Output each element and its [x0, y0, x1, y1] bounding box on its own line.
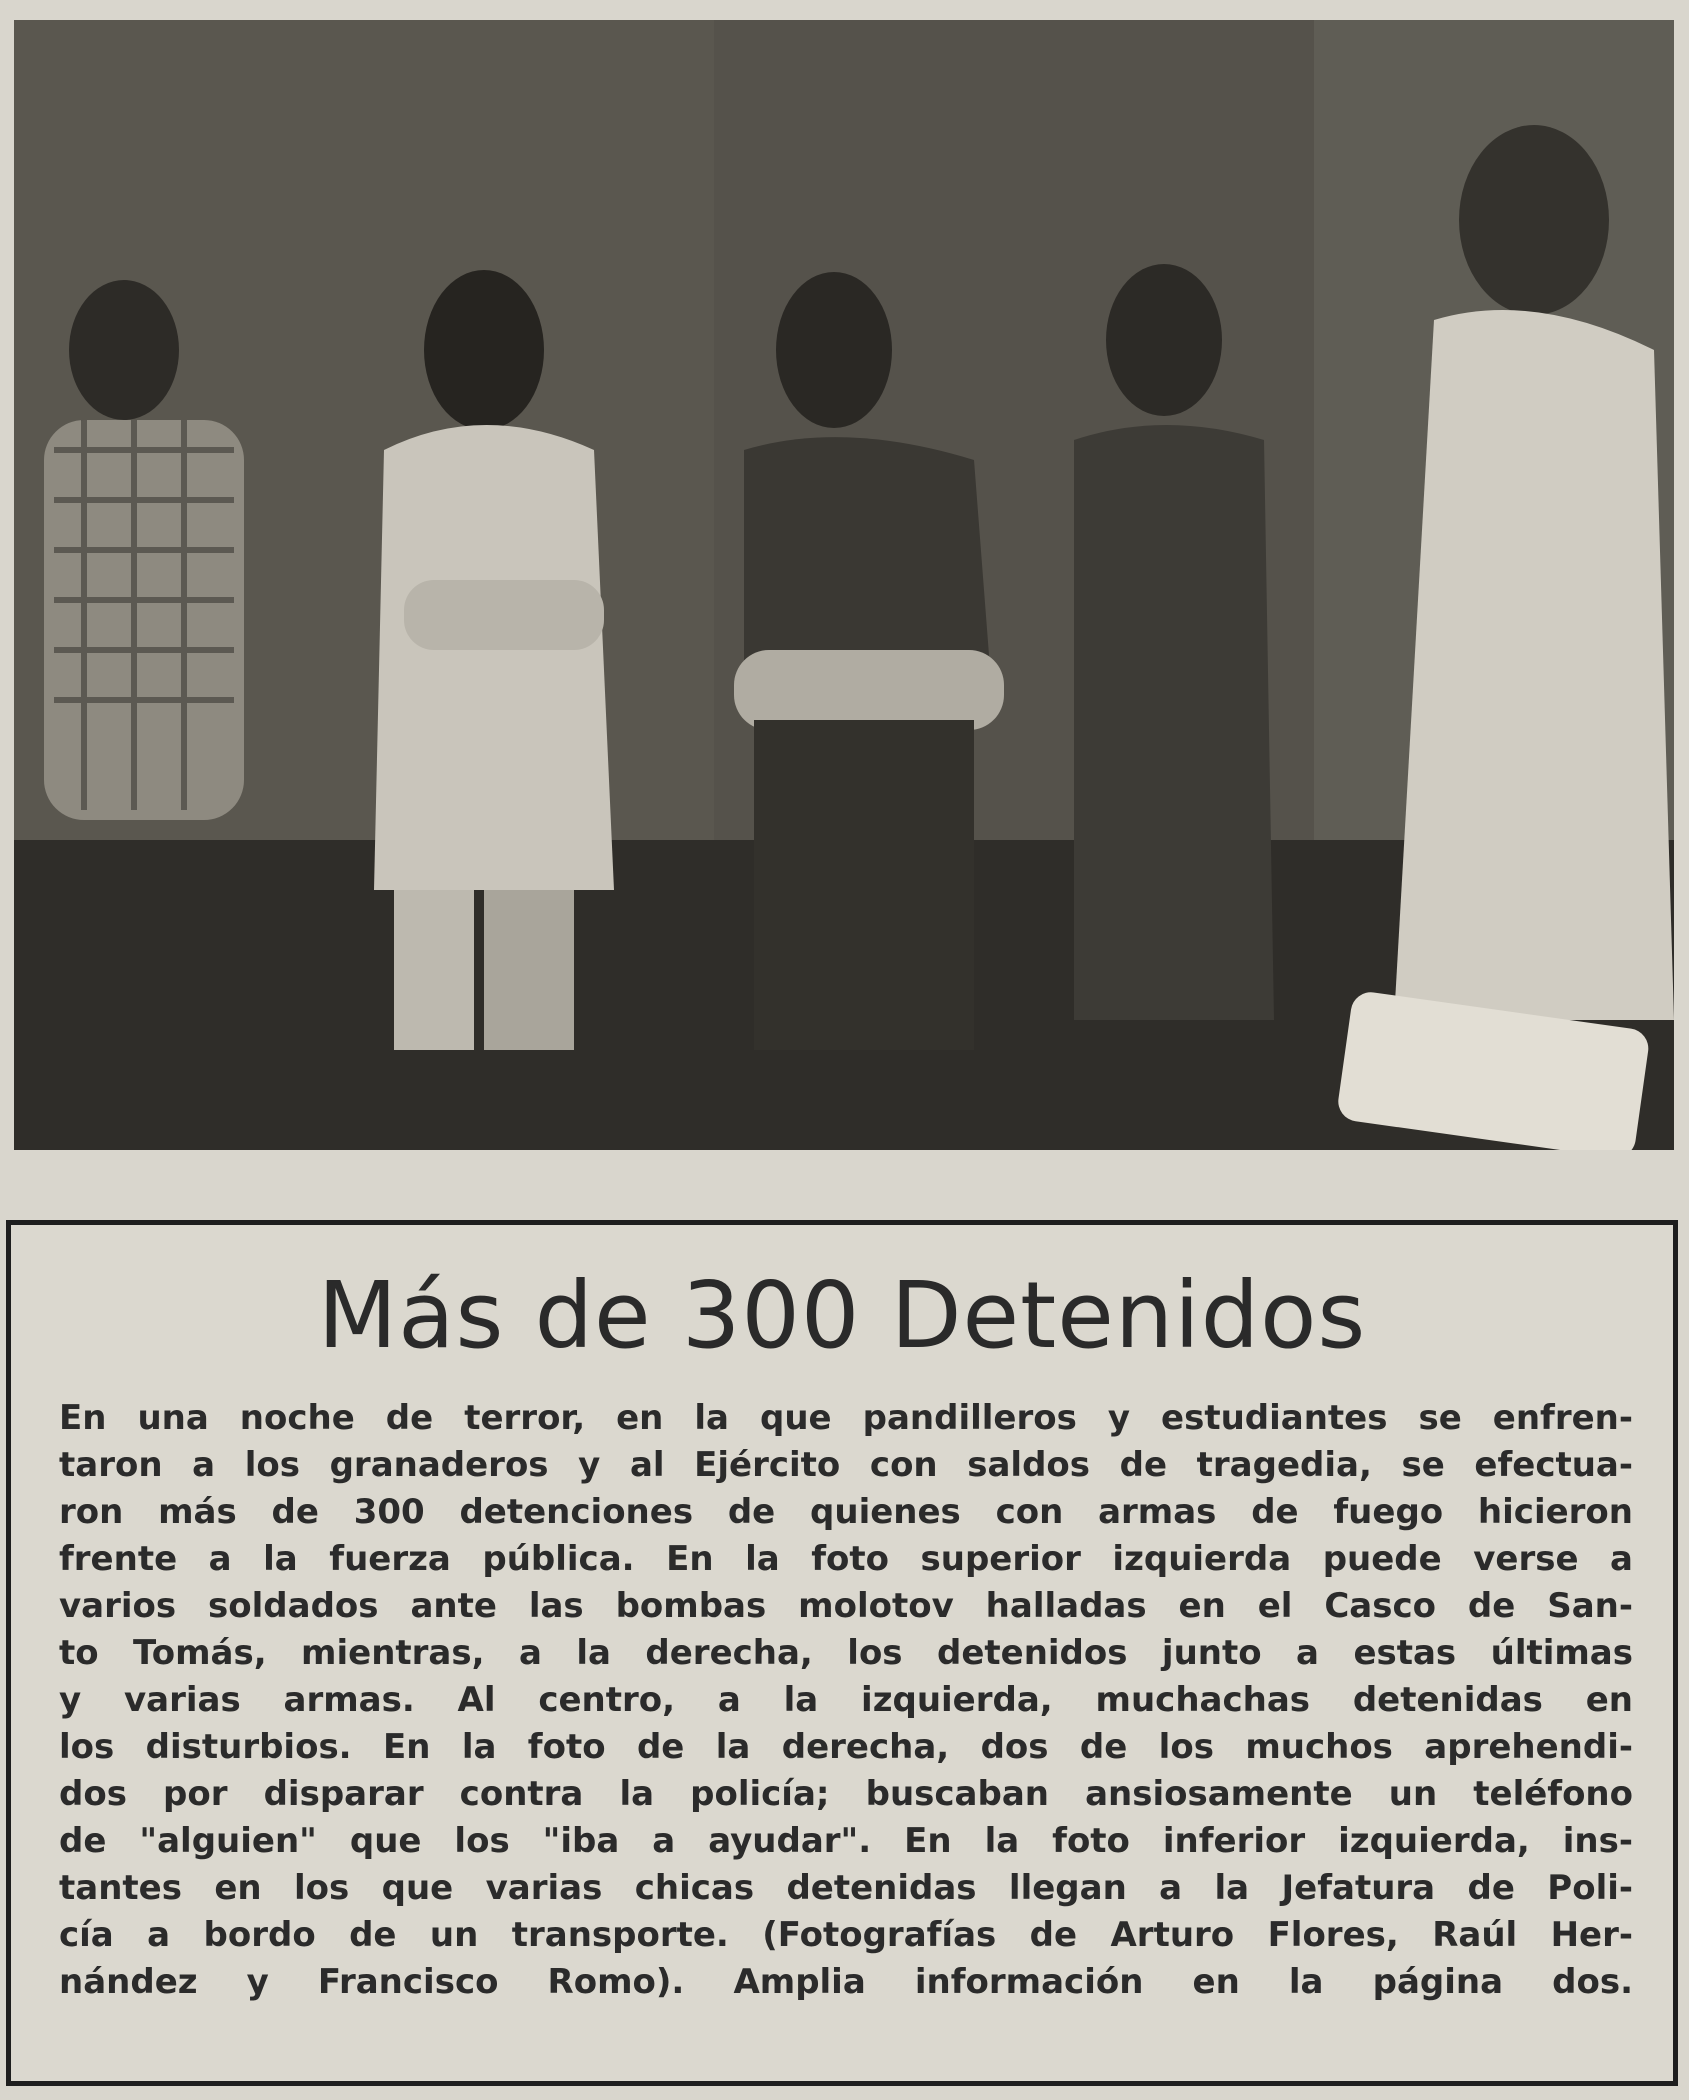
caption-line: los disturbios. En la foto de la derecha, dos de los muchos aprehendi-	[59, 1727, 1633, 1767]
caption-line: cía a bordo de un transporte. (Fotografías de Arturo Flores, Raúl Her-	[59, 1915, 1633, 1955]
caption-line: y varias armas. Al centro, a la izquierda, muchachas detenidas en	[59, 1680, 1633, 1720]
caption-body	[59, 1395, 1633, 2006]
caption-line: En una noche de terror, en la que pandilleros y estudiantes se enfren-	[59, 1398, 1633, 1438]
caption-line: tantes en los que varias chicas detenidas llegan a la Jefatura de Poli-	[59, 1868, 1633, 1908]
caption-line: ron más de 300 detenciones de quienes con armas de fuego hicieron	[59, 1492, 1633, 1532]
caption-box	[6, 1220, 1678, 2086]
headline: Más de 300 Detenidos	[317, 1262, 1367, 1369]
caption-line: to Tomás, mientras, a la derecha, los detenidos junto a estas últimas	[59, 1633, 1633, 1673]
caption-line: frente a la fuerza pública. En la foto superior izquierda puede verse a	[59, 1539, 1633, 1579]
caption-line: de "alguien" que los "iba a ayudar". En la foto inferior izquierda, ins-	[59, 1821, 1633, 1861]
caption-line: dos por disparar contra la policía; buscaban ansiosamente un teléfono	[59, 1774, 1633, 1814]
caption-line: taron a los granaderos y al Ejército con saldos de tragedia, se efectua-	[59, 1445, 1633, 1485]
caption-line: nández y Francisco Romo). Amplia información en la página dos.	[59, 1962, 1633, 2002]
news-photograph	[14, 20, 1674, 1150]
photo-figures	[14, 20, 1674, 1150]
caption-line: varios soldados ante las bombas molotov halladas en el Casco de San-	[59, 1586, 1633, 1626]
